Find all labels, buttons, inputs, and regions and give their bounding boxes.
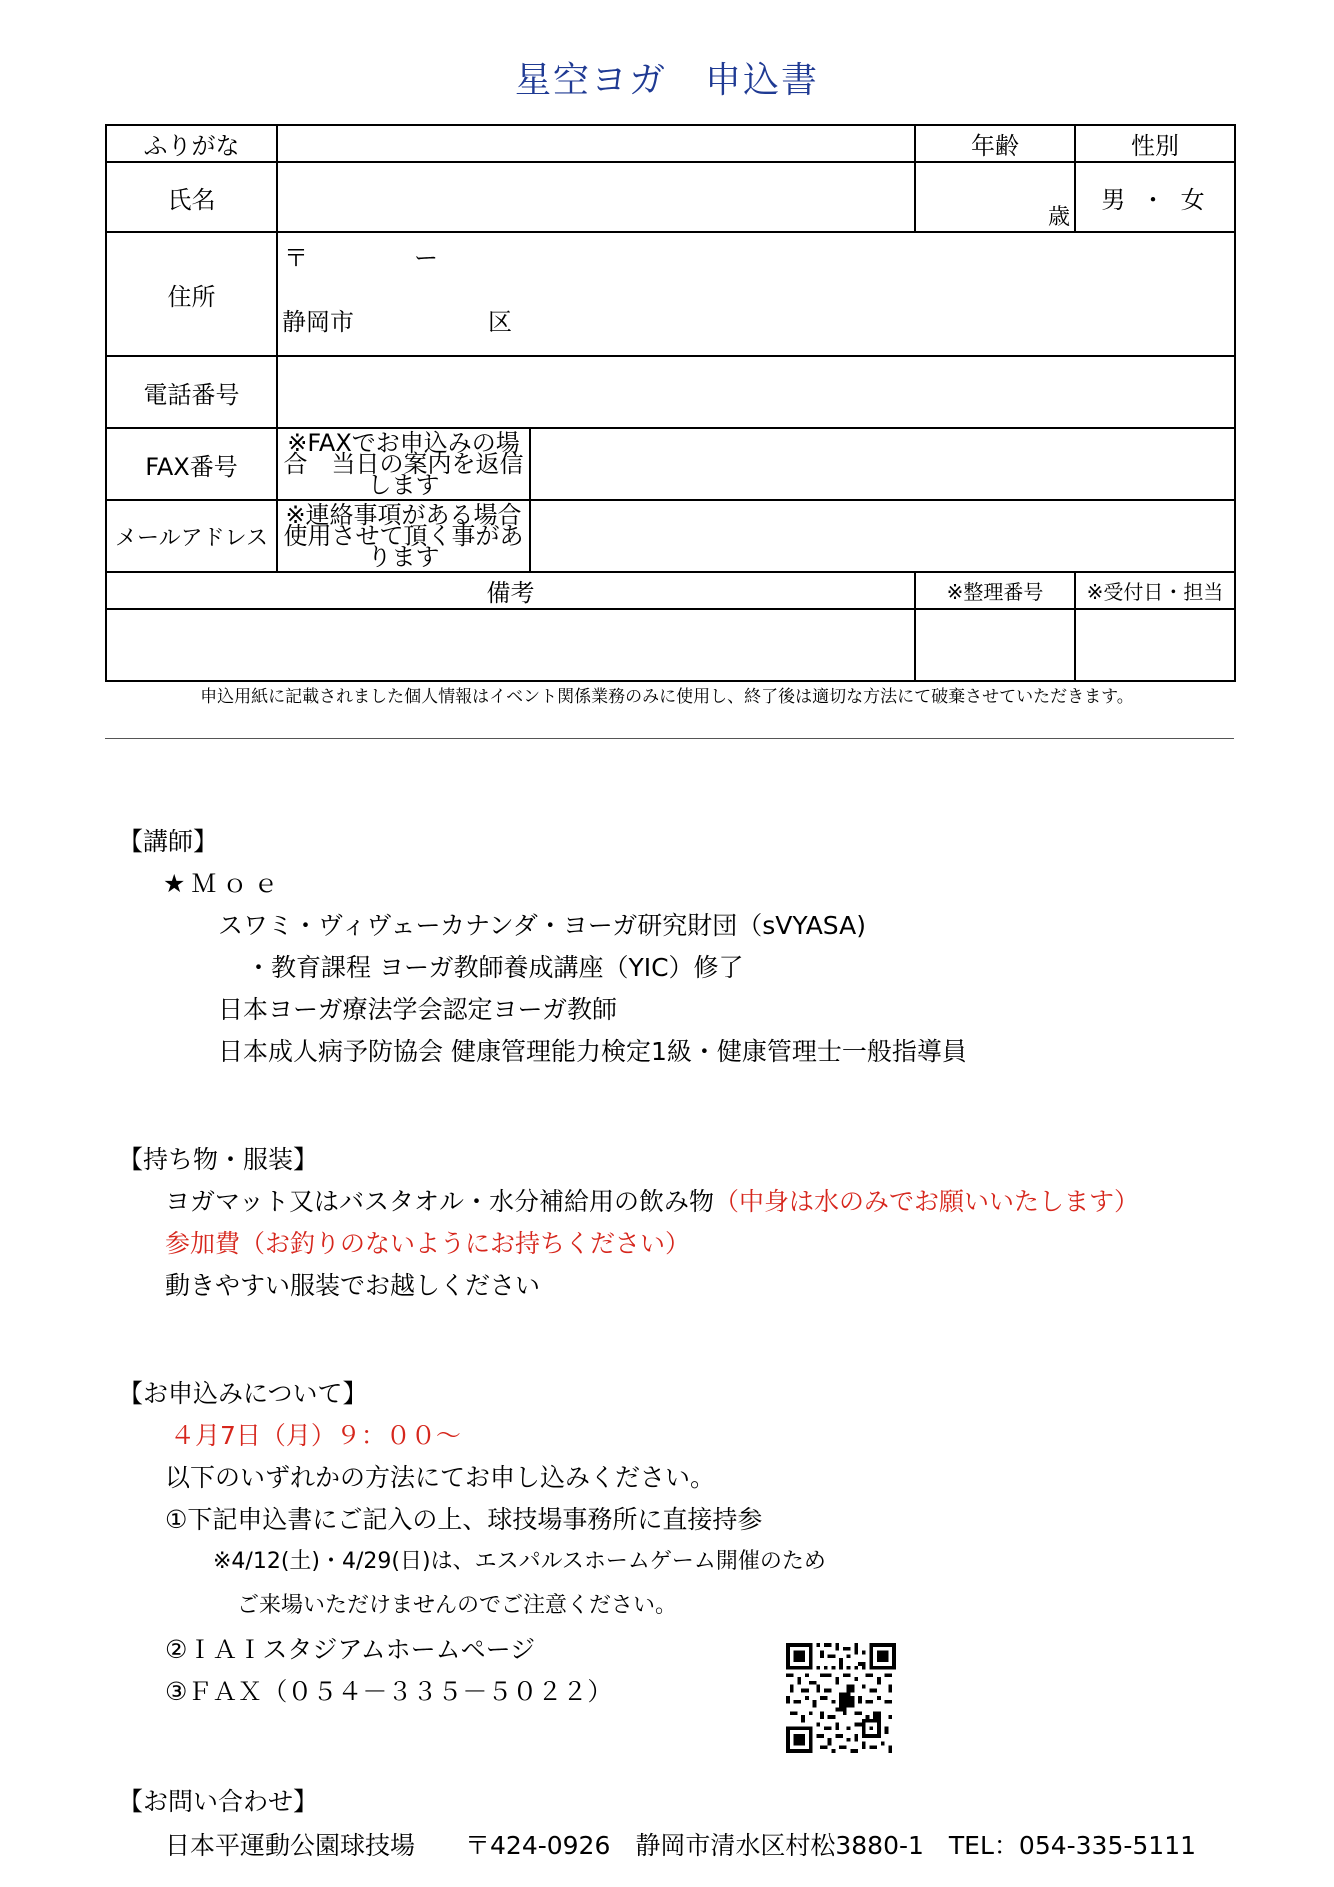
application-form <box>105 124 1236 682</box>
email-note: ※連絡事項がある場合 使用させて頂く事があります <box>277 500 530 572</box>
divider <box>105 738 1234 739</box>
application-note-1: ※4/12(土)・4/29(日)は、エスパルスホームゲーム開催のため <box>213 1549 826 1574</box>
page-title: 星空ヨガ 申込書 <box>514 60 819 101</box>
remarks-field[interactable] <box>106 609 915 681</box>
belongings-water-note: （中身は水のみでお願いいたします） <box>714 1187 1140 1216</box>
phone-field[interactable] <box>277 356 1235 428</box>
contact-heading: 【お問い合わせ】 <box>118 1787 319 1816</box>
instructor-line: スワミ・ヴィヴェーカナンダ・ヨーガ研究財団（sVYASA) <box>218 911 866 940</box>
address-label: 住所 <box>106 232 277 356</box>
email-label: メールアドレス <box>106 500 277 572</box>
received-field <box>1075 609 1235 681</box>
application-note-2: ご来場いただけませんのでご注意ください。 <box>237 1593 678 1618</box>
gender-options[interactable]: 男 ・ 女 <box>1075 162 1235 232</box>
contact-info: 日本平運動公園球技場 〒424-0926 静岡市清水区村松3880-1 TEL：054-335-5111 <box>165 1831 1197 1860</box>
postal-mark: 〒 <box>284 244 308 272</box>
instructor-name: ★Ｍｏｅ <box>163 869 285 898</box>
name-field[interactable] <box>277 162 915 232</box>
age-unit: 歳 <box>1047 205 1070 230</box>
belongings-heading: 【持ち物・服装】 <box>118 1145 319 1174</box>
email-field[interactable] <box>530 500 1235 572</box>
city-text: 静岡市 <box>282 308 354 336</box>
application-heading: 【お申込みについて】 <box>118 1379 368 1408</box>
remarks-label: 備考 <box>106 572 915 609</box>
ref-no-label: ※整理番号 <box>915 572 1075 609</box>
belongings-clothing: 動きやすい服装でお越しください <box>165 1271 541 1300</box>
furigana-label: ふりがな <box>106 125 277 162</box>
gender-label: 性別 <box>1075 125 1235 162</box>
age-label: 年齢 <box>915 125 1075 162</box>
instructor-line: ・教育課程 ヨーガ教師養成講座（YIC）修了 <box>246 953 744 982</box>
privacy-notice: 申込用紙に記載されました個人情報はイベント関係業務のみに使用し、終了後は適切な方法にて破棄させていただきます。 <box>200 687 1134 707</box>
age-field[interactable] <box>915 162 1075 232</box>
instructor-line: 日本成人病予防協会 健康管理能力検定1級・健康管理士一般指導員 <box>218 1037 967 1066</box>
application-method-3: ③ＦＡＸ（０５４－３３５－５０２２） <box>165 1677 613 1706</box>
qr-code[interactable] <box>786 1643 896 1753</box>
belongings-fee-note: 参加費（お釣りのないようにお持ちください） <box>165 1229 691 1258</box>
name-label: 氏名 <box>106 162 277 232</box>
postal-dash: ー <box>414 244 438 272</box>
ref-no-field <box>915 609 1075 681</box>
received-label: ※受付日・担当 <box>1075 572 1235 609</box>
application-method-1: ①下記申込書にご記入の上、球技場事務所に直接持参 <box>165 1505 763 1534</box>
application-method-2: ②ＩＡＩスタジアムホームページ <box>165 1635 536 1664</box>
fax-label: FAX番号 <box>106 428 277 500</box>
instructor-heading: 【講師】 <box>118 827 219 856</box>
fax-note: ※FAXでお申込みの場合 当日の案内を返信します <box>277 428 530 500</box>
fax-field[interactable] <box>530 428 1235 500</box>
application-intro: 以下のいずれかの方法にてお申し込みください。 <box>165 1463 716 1492</box>
instructor-line: 日本ヨーガ療法学会認定ヨーガ教師 <box>218 995 618 1024</box>
address-field[interactable] <box>277 232 1235 356</box>
furigana-field[interactable] <box>277 125 915 162</box>
belongings-text: ヨガマット又はバスタオル・水分補給用の飲み物 <box>165 1187 715 1216</box>
belongings-line-1 <box>165 1182 1139 1218</box>
phone-label: 電話番号 <box>106 356 277 428</box>
ward-text: 区 <box>488 308 512 336</box>
application-date: ４月7日（月）９：００～ <box>170 1421 461 1450</box>
